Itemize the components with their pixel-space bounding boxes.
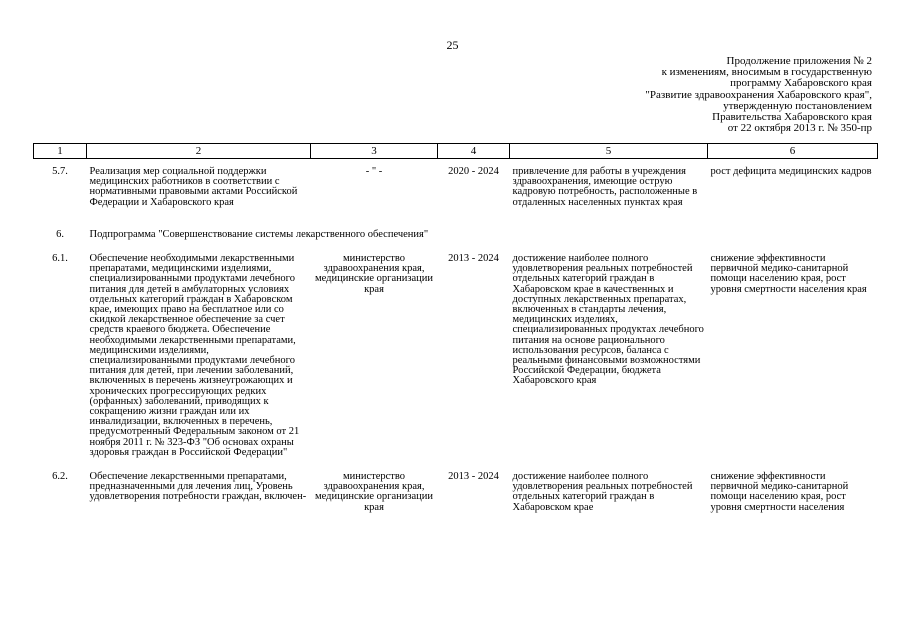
- row-number: 6.2.: [52, 471, 68, 483]
- appendix-header: [645, 56, 872, 134]
- header-line: Правительства Хабаровского края: [712, 111, 872, 124]
- expected-result: привлечение для работы в учреждения здравоохранения, имеющие острую кадровую потребность, расположенные в отдаленных населенных пунктах края: [512, 166, 698, 208]
- consequence: снижение эффективности первичной медико-санитарной помощи населению края, рост уровня смертности населения края: [710, 253, 867, 295]
- column-header: 3: [311, 144, 438, 159]
- row-number: 6.: [56, 228, 64, 240]
- period: 2013 - 2024: [448, 253, 499, 265]
- page-number: 25: [446, 38, 459, 52]
- header-line: к изменениям, вносимым в государственную: [661, 66, 872, 79]
- header-line: утвержденную постановлением: [723, 99, 872, 112]
- executor: министерство здравоохранения края, медицинские организации края: [314, 253, 434, 295]
- consequence: снижение эффективности первичной медико-санитарной помощи населению края, рост уровня смертности населения: [710, 471, 849, 513]
- column-header: 6: [708, 144, 878, 159]
- table-row: [34, 159, 878, 208]
- measure-title: Обеспечение необходимыми лекарственными препаратами, медицинскими изделиями, специализированными продуктами лечебного питания для детей в амбулаторных условиях отдельных категорий граждан в Хабаровском крае, имеющих право на бесплатное или со скидкой лекарственное обеспечение за счет средств краевого бюджета. Обеспечение необходимыми лекарственными препаратами, медицинскими изделиями, специализированными продуктами лечебного питания для детей, при лечении заболеваний, включенных в перечень жизнеугрожающих и хронических прогрессирующих редких (орфанных) заболеваний, приводящих к сокращению жизни граждан или их инвалидизации, включенных в перечень, предусмотренный Федеральным законом от 21 ноября 2011 г. № 323-ФЗ "Об основах охраны здоровья граждан в Российской Федерации": [89, 253, 300, 458]
- column-header: 5: [510, 144, 708, 159]
- header-line: Продолжение приложения № 2: [726, 55, 872, 67]
- subprogram-row: [34, 230, 878, 240]
- column-header: 1: [34, 144, 87, 159]
- table-row: [34, 240, 878, 458]
- period: 2020 - 2024: [448, 166, 499, 177]
- measures-table: [33, 143, 877, 513]
- row-number: 5.7.: [52, 166, 68, 177]
- column-header: 4: [438, 144, 510, 159]
- header-line: "Развитие здравоохранения Хабаровского края",: [645, 88, 872, 101]
- measure-title: Реализация мер социальной поддержки медицинских работников в соответствии с нормативными правовыми актами Российской Федерации и Хабаровского края: [89, 166, 298, 208]
- measure-title: Обеспечение лекарственными препаратами, предназначенными для лечения лиц, Уровень удовлетворения потребности граждан, включен-: [89, 471, 307, 503]
- column-number-row: [34, 144, 878, 159]
- consequence: рост дефицита медицинских кадров: [710, 166, 872, 177]
- expected-result: достижение наиболее полного удовлетворения реальных потребностей отдельных категорий граждан в Хабаровском крае в качественных и доступных лекарственных препаратах, включенных в стандарты лечения, медицинских изделиях, специализированных продуктах лечебного питания на основе рационального использования ресурсов, баланса с реальными финансовыми возможностями Российской Федерации, бюджета Хабаровского края: [512, 253, 704, 387]
- subprogram-title: Подпрограмма "Совершенствование системы лекарственного обеспечения": [89, 228, 429, 240]
- executor: - " -: [365, 166, 383, 177]
- column-header: 2: [87, 144, 311, 159]
- header-line: программу Хабаровского края: [730, 77, 872, 90]
- expected-result: достижение наиболее полного удовлетворения реальных потребностей отдельных категорий граждан в Хабаровском крае: [512, 471, 693, 513]
- header-line: от 22 октября 2013 г. № 350-пр: [727, 122, 872, 135]
- table-row: [34, 458, 878, 513]
- row-spacer: [34, 208, 878, 230]
- row-number: 6.1.: [52, 253, 68, 265]
- period: 2013 - 2024: [448, 471, 499, 483]
- executor: министерство здравоохранения края, медицинские организации края: [314, 471, 434, 513]
